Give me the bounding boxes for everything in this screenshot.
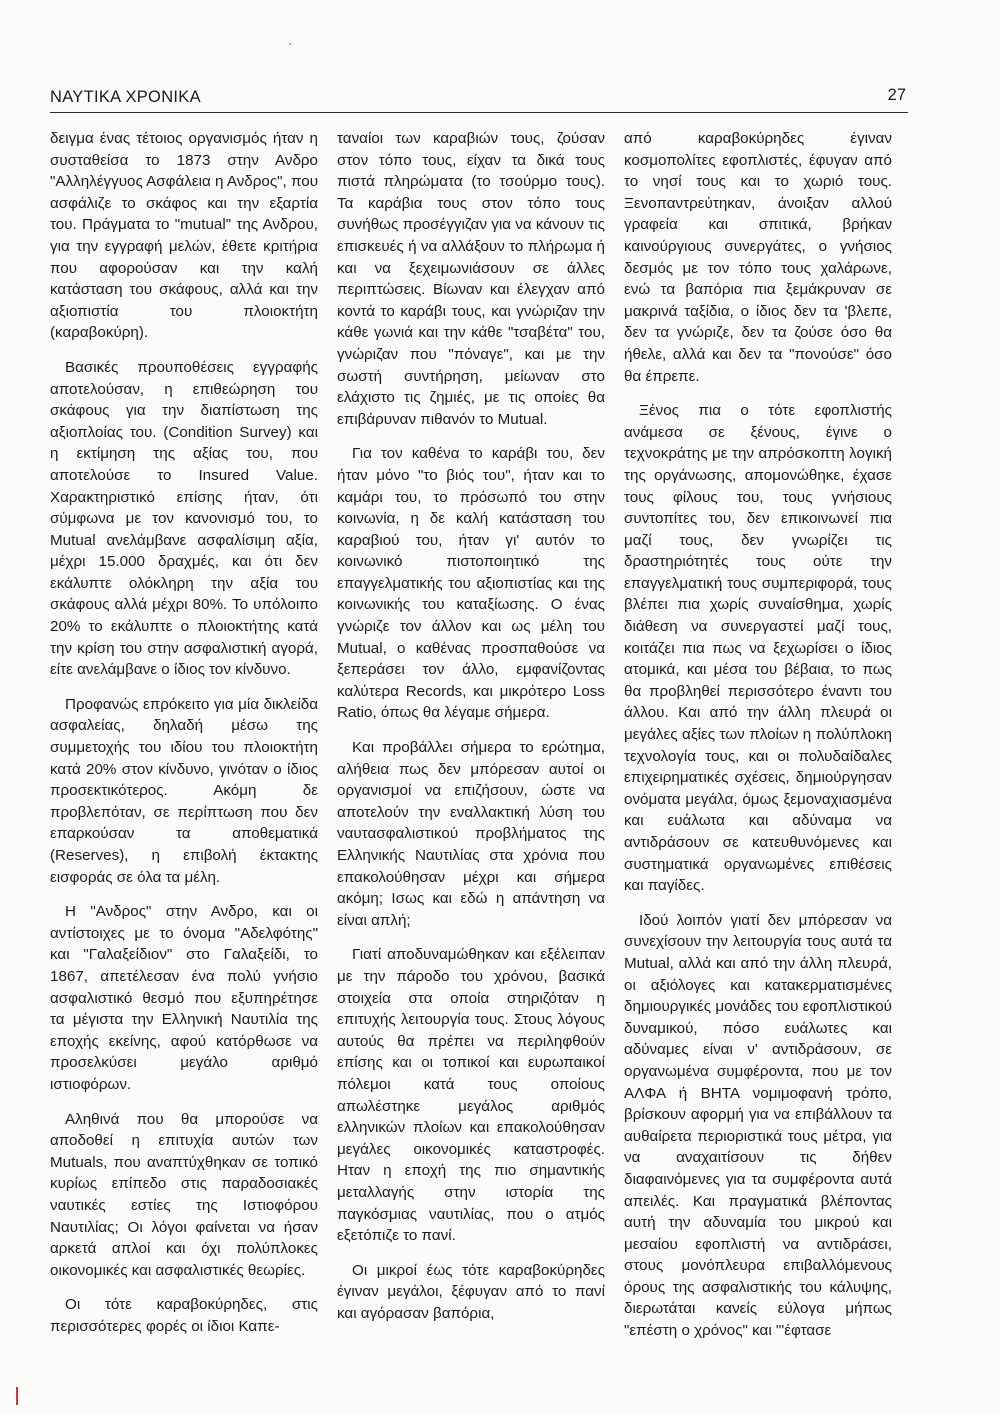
column-1	[50, 128, 318, 1358]
paragraph: από καραβοκύρηδες έγιναν κοσμοπολίτες εφοπλιστές, έφυγαν από το νησί τους και το χωριό τους. Ξενοπαντρεύτηκαν, άνοιξαν αλλού γραφεία και σπιτικά, βρήκαν καινούργιους συνεργάτες, ο γνήσιος δεσμός με τον τόπο τους χαλάρωνε, ενώ τα βαπόρια πια ξεμάκρυναν σε μακρινά ταξίδια, ο ίδιος δεν τα 'βλεπε, δεν τα γνώριζε, δεν τα ζούσε όσο θα ήθελε, αλλά και δεν τα "πονούσε" όσο θα έπρεπε.	[624, 130, 892, 385]
paragraph: Και προβάλλει σήμερα το ερώτημα, αλήθεια πως δεν μπόρεσαν αυτοί οι οργανισμοί να επιζήσουν, ώστε να αποτελούν την εναλλακτική λύση του ναυτασφαλιστικού προβλήματος της Ελληνικής Ναυτιλίας στα χρόνια που επακολούθησαν μέχρι και σήμερα ακόμη; Ισως και εδώ η απάντηση να είναι απλή;	[337, 739, 605, 929]
page-number: 27	[887, 86, 906, 104]
running-head: ΝΑΥΤΙΚΑ ΧΡΟΝΙΚΑ	[50, 88, 201, 106]
paragraph: Η "Ανδρος" στην Ανδρο, και οι αντίστοιχες με το όνομα "Αδελφότης" και "Γαλαξείδιον" στο Γαλαξείδι, το 1867, απετέλεσαν ένα πολύ γνήσιο ασφαλιστικό θεσμό που εξυπηρέτησε τα μέγιστα την Ελληνική Ναυτιλία της εποχής εκείνης, αφού κατόρθωσε να προσελκύσει μεγάλο αριθμό ιστιοφόρων.	[50, 903, 318, 1093]
paragraph: Για τον καθένα το καράβι του, δεν ήταν μόνο "το βιός του", ήταν και το καμάρι του, το πρόσωπό του στην κοινωνία, η δε καλή κατάσταση του καραβιού του, ήταν γι' αυτόν το κοινωνικό πιστοποιητικό της επαγγελματικής του αξιοπιστίας και της κοινωνικής του καταξίωσης. Ο ένας γνώριζε τον άλλον και ως μέλη του Mutual, ο καθένας προσπαθούσε να ξεπεράσει τον άλλο, εμφανίζοντας καλύτερα Records, και μικρότερο Loss Ratio, όπως θα λέγαμε σήμερα.	[337, 445, 605, 722]
paragraph: Ξένος πια ο τότε εφοπλιστής ανάμεσα σε ξένους, έγινε ο τεχνοκράτης με την απρόσκοπτη λογική της οργάνωσης, απομονώθηκε, έχασε τους φίλους του, τους γνήσιους συντοπίτες του, δεν επικοινωνεί πια μαζί τους, δεν γνωρίζει τις δραστηριότητές τους ούτε την επαγγελματική τους συμπεριφορά, τους βλέπει πια χωρίς συναίσθημα, χωρίς διάθεση να συνεργαστεί μαζί τους, κοιτάζει πια πως να ξεχωρίσει ο ίδιος ατομικά, και μέσα του βέβαια, το πως θα προβληθεί περισσότερο έναντι του άλλου. Και από την άλλη πλευρά οι μεγάλες αξίες των πλοίων η πολύπλοκη τεχνολογία τους, και οι πολυδαίδαλες επιχειρηματικές σχέσεις, δημιούργησαν ονόματα μεγάλα, όμως ξεμοναχιασμένα και ευάλωτα και αδύναμα να αντιδράσουν σε κατευθυνόμενες και συστηματικά οργανωμένες επιθέσεις και παγίδες.	[624, 402, 892, 895]
paragraph: Ιδού λοιπόν γιατί δεν μπόρεσαν να συνεχίσουν την λειτουργία τους αυτά τα Mutual, αλλά και από την άλλη πλευρά, οι αξιόλογες και κατακερματισμένες δημιουργικές μονάδες του εφοπλιστικού δυναμικού, πόσο ευάλωτες και αδύναμες είναι ν' αντιδράσουν, σε οργανωμένα συμφέροντα, που με τον ΑΛΦΑ ή ΒΗΤΑ νομιμοφανή τρόπο, βρίσκουν αφορμή για να επιβάλλουν τα αυθαίρετα περιοριστικά τους μέτρα, για να αναχαιτίσουν τις δήθεν διαφαινόμενες για τα συμφέροντα αυτά απειλές. Και πραγματικά βλέποντας αυτή την αδυναμία του μικρού και μεσαίου εφοπλιστή να αντιδράσει, στους μονόπλευρα επιβαλλόμενους όρους της ασφαλιστικής του κάλυψης, διερωτάται κανείς εύλογα μήπως "επέστη ο χρόνος" και "'έφτασε	[624, 911, 892, 1340]
column-2	[337, 128, 605, 1358]
paragraph: Βασικές προυποθέσεις εγγραφής αποτελούσαν, η επιθεώρηση του σκάφους για την διαπίστωση της αξιοπλοίας του. (Condition Survey) και η εκτίμηση της αξίας του, που αποτελούσε το Insured Value. Χαρακτηριστικό επίσης ήταν, ότι σύμφωνα με τον κανονισμό του, το Mutual ανελάμβανε ασφαλίσιμη αξία, μέχρι 15.000 δραχμές, και ότι δεν εκάλυπτε ολόκληρη την αξία του σκάφους αλλά μέχρι 80%. Το υπόλοιπο 20% το εκάλυπτε ο πλοιοκτήτης κατά την κρίση του στην ασφαλιστική αγορά, είτε ανελάμβανε ο ίδιος τον κίνδυνο.	[50, 358, 318, 679]
scan-speck	[289, 43, 291, 45]
paragraph: Γιατί αποδυναμώθηκαν και εξέλειπαν με την πάροδο του χρόνου, βασικά στοιχεία στα οποία στηριζόταν η επιτυχής λειτουργία τους. Στους λόγους αυτούς θα πρέπει να περιληφθούν επίσης και οι τοπικοί και ευρωπαικοί πόλεμοι κατά τους οποίους απωλέστηκε μεγάλος αριθμός ελληνικών πλοίων και επακολούθησαν μεγάλες οικονομικές καταστροφές. Ηταν η εποχή της πιο σημαντικής μεταλλαγής στην ιστορία της παγκόσμιας ναυτιλίας, που ο ατμός εξετόπιζε το πανί.	[337, 946, 605, 1245]
column-3	[624, 128, 892, 1358]
paragraph: Οι τότε καραβοκύρηδες, στις περισσότερες φορές οι ίδιοι Καπε-	[50, 1296, 318, 1335]
paragraph: ταναίοι των καραβιών τους, ζούσαν στον τόπο τους, είχαν τα δικά τους πιστά πληρώματα (το τσούρμο τους). Τα καράβια τους στον τόπο τους συνήθως προσέγγιζαν για να κάνουν τις επισκευές ή να αλλάξουν το πλήρωμα ή και να ξεχειμωνιάσουν σε άλλες περιπτώσεις. Βίωναν και έλεγχαν από κοντά το καράβι τους, και γνώριζαν την κάθε γωνιά και την κάθε "τσαβέτα" του, γνώριζαν που "πόναγε", και με την σωστή συντήρηση, μείωναν στο ελάχιστο τις ζημιές, με τις οποίες θα επιβάρυναν πιθανόν το Mutual.	[337, 130, 605, 428]
paragraph: δειγμα ένας τέτοιος οργανισμός ήταν η συσταθείσα το 1873 στην Ανδρο "Αλληλέγγυος Ασφάλεια η Ανδρος", που ασφάλιζε το σκάφος και την εξαρτία του. Πράγματα το "mutual" της Ανδρου, για την εγγραφή μελών, έθετε κριτήρια που αφορούσαν και την καλή κατάσταση του σκάφους, αλλά και την αξιοπιστία του πλοιοκτήτη (καραβοκύρη).	[50, 130, 318, 342]
page-header	[50, 82, 908, 113]
paragraph: Αληθινά που θα μπορούσε να αποδοθεί η επιτυχία αυτών των Mutuals, που αναπτύχθηκαν σε τοπικό κυρίως επίπεδο στις παραδοσιακές ναυτικές εστίες της Ιστιοφόρου Ναυτιλίας; Οι λόγοι φαίνεται να ήσαν αρκετά απλοί και όχι πολύπλοκες οικονομικές και ασφαλιστικές θεωρίες.	[50, 1110, 318, 1279]
margin-mark	[16, 1387, 18, 1405]
paragraph: Οι μικροί έως τότε καραβοκύρηδες έγιναν μεγάλοι, ξέφυγαν από το πανί και αγόρασαν βαπόρια,	[337, 1261, 605, 1322]
paragraph: Προφανώς επρόκειτο για μία δικλείδα ασφαλείας, δηλαδή μέσω της συμμετοχής του ιδίου του πλοιοκτήτη κατά 20% στον κίνδυνο, γινόταν ο ίδιος προσεκτικότερος. Ακόμη δε προβλεπόταν, σε περίπτωση που δεν επαρκούσαν τα αποθεματικά (Reserves), η επιβολή έκτακτης εισφοράς σε όλα τα μέλη.	[50, 695, 318, 886]
